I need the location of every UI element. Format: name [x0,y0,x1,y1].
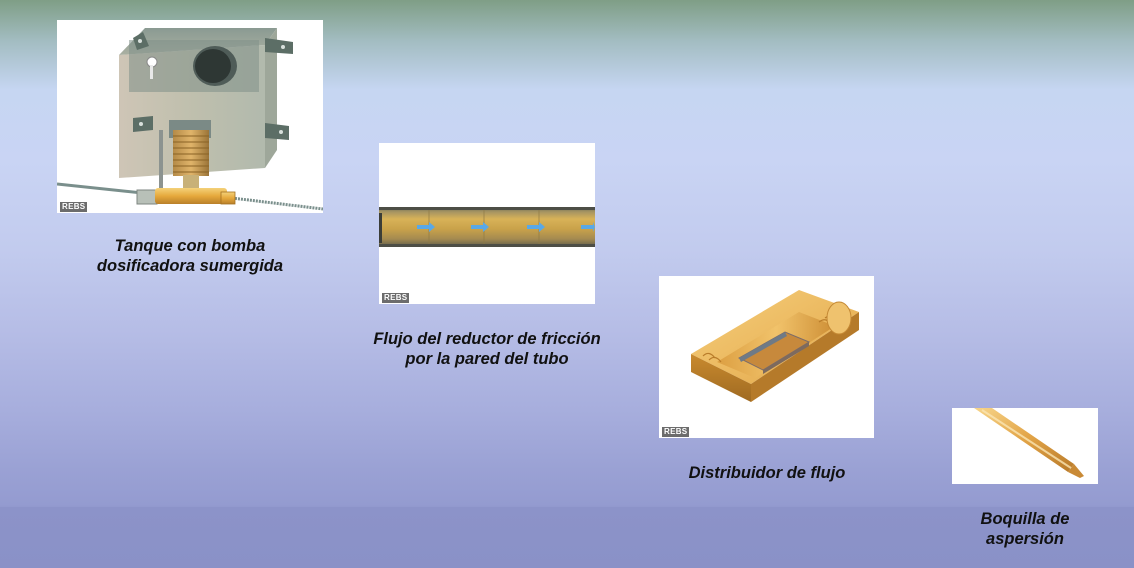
pipe-flow-caption [347,329,627,369]
spray-nozzle-image [952,408,1098,484]
caption-line: Distribuidor de flujo [688,464,846,482]
flow-distributor-illustration [659,276,874,438]
flow-distributor-image [659,276,874,438]
caption-line: aspersión [986,530,1064,548]
tank-pump-caption [62,236,318,276]
flow-distributor-caption [664,463,870,483]
tank-pump-illustration [57,20,323,213]
pipe-flow-image [379,143,595,304]
caption-line: Boquilla de [980,510,1070,528]
tank-pump-image [57,20,323,213]
caption-line: por la pared del tubo [405,350,569,368]
caption-line: dosificadora sumergida [96,257,284,275]
rebs-watermark: REBS [664,427,688,436]
rebs-watermark: REBS [62,202,86,211]
rebs-watermark: REBS [384,293,408,302]
spray-nozzle-caption [948,509,1102,549]
caption-line: Tanque con bomba [114,237,266,255]
spray-nozzle-illustration [952,408,1098,484]
caption-line: Flujo del reductor de fricción [373,330,601,348]
pipe-flow-illustration [379,143,595,304]
